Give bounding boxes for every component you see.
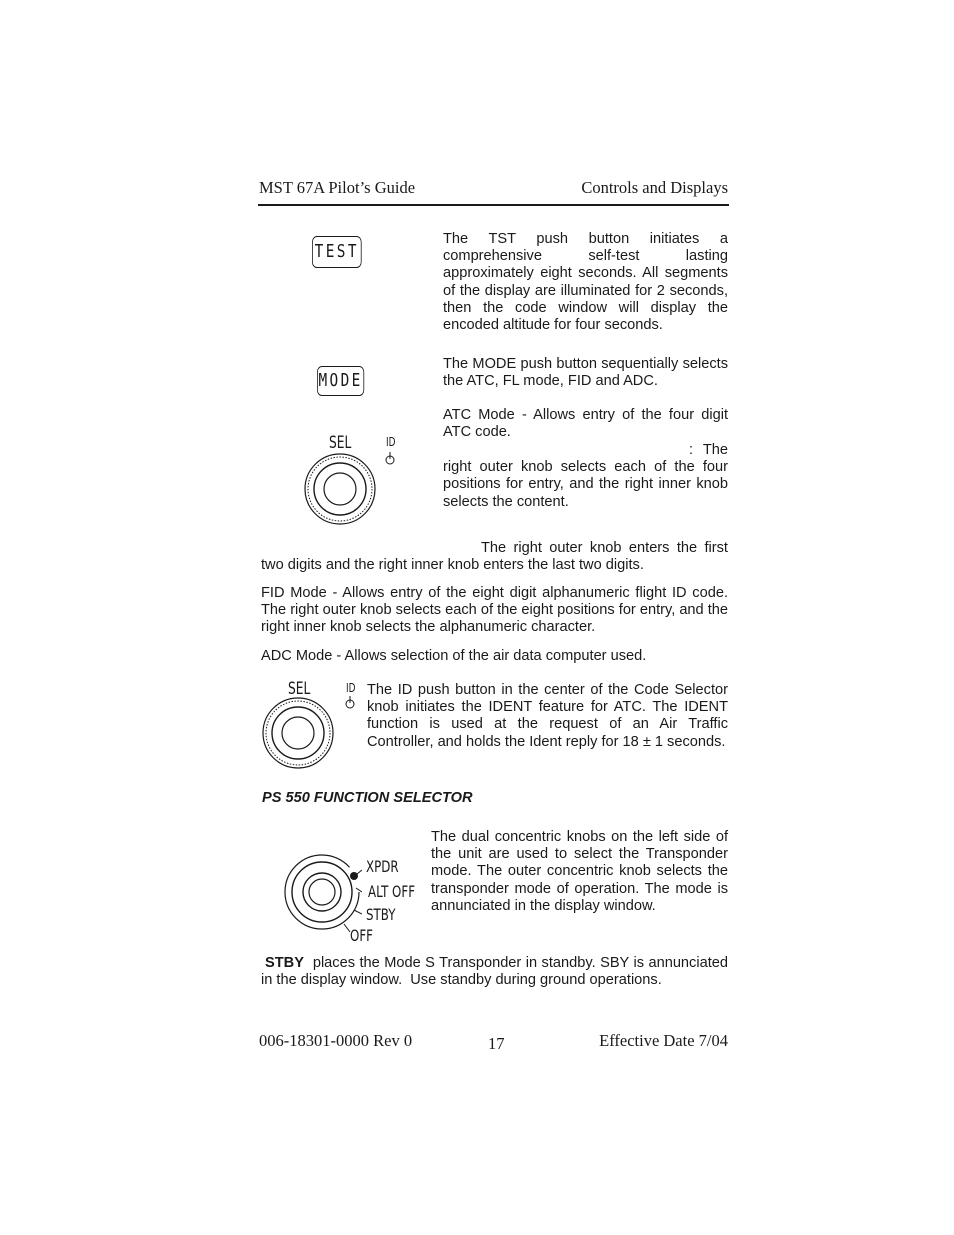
footer-effective-date: Effective Date 7/04	[599, 1031, 728, 1050]
fl-mode-description: The right outer knob enters the first two digits and the right inner knob enters the last two digits.	[261, 540, 728, 574]
atc-mode-description: ATC Mode - Allows entry of the four digit ATC code.	[443, 407, 728, 441]
footer-page-number: 17	[488, 1034, 505, 1053]
header-guide-title: MST 67A Pilot’s Guide	[259, 178, 416, 197]
mode-button-illustration: MODE	[317, 366, 364, 396]
fid-mode-description: FID Mode - Allows entry of the eight digit alphanumeric flight ID code. The right outer knob selects each of the eight positions for entry, and the right inner knob selects the alphanumeric character.	[261, 585, 729, 636]
header-section-title: Controls and Displays	[581, 178, 728, 197]
code-selector-knob-icon	[300, 452, 400, 532]
stby-text: places the Mode S Transponder in standby. SBY is annunciated in the display window. Use standby during ground operations.	[261, 955, 733, 989]
stby-description	[261, 955, 733, 989]
function-selector-heading: PS 550 FUNCTION SELECTOR	[262, 790, 473, 806]
ident-knob-icon	[258, 696, 358, 776]
stby-term: STBY	[265, 955, 304, 971]
header-rule	[258, 204, 729, 206]
function-selector-knob-icon	[282, 852, 362, 934]
ident-description: The ID push button in the center of the Code Selector knob initiates the IDENT feature for ATC. The IDENT function is used at the request of an Air Traffic Controller, and holds the Ident reply for 18 ± 1 seconds.	[367, 682, 728, 750]
sel-label: SEL	[329, 433, 352, 453]
id-label-ident: ID	[346, 681, 356, 695]
function-position-off: OFF	[350, 926, 373, 945]
footer-doc-number: 006-18301-0000 Rev 0	[259, 1031, 413, 1050]
function-position-stby: STBY	[366, 905, 396, 924]
test-button-description: The TST push button initiates a comprehensive self-test lasting approximately eight seconds. All segments of the display are illuminated for 2 seconds, then the code window will display the encoded altitude for four seconds.	[443, 231, 728, 334]
function-selector-description: The dual concentric knobs on the left side of the unit are used to select the Transponder mode. The outer concentric knob selects the transponder mode of operation. The mode is annunciated in the display window.	[431, 829, 728, 914]
test-button-illustration: TEST	[312, 236, 362, 268]
mode-button-description: The MODE push button sequentially selects the ATC, FL mode, FID and ADC.	[443, 356, 728, 390]
id-label: ID	[386, 435, 396, 449]
sel-label-ident: SEL	[288, 679, 311, 699]
function-position-xpdr: XPDR	[366, 857, 399, 876]
adc-mode-description: ADC Mode - Allows selection of the air data computer used.	[261, 648, 647, 664]
function-position-alt-off: ALT OFF	[368, 882, 416, 901]
atc-mode-continued: : The right outer knob selects each of the four positions for entry, and the right inner knob selects the content.	[443, 442, 728, 510]
